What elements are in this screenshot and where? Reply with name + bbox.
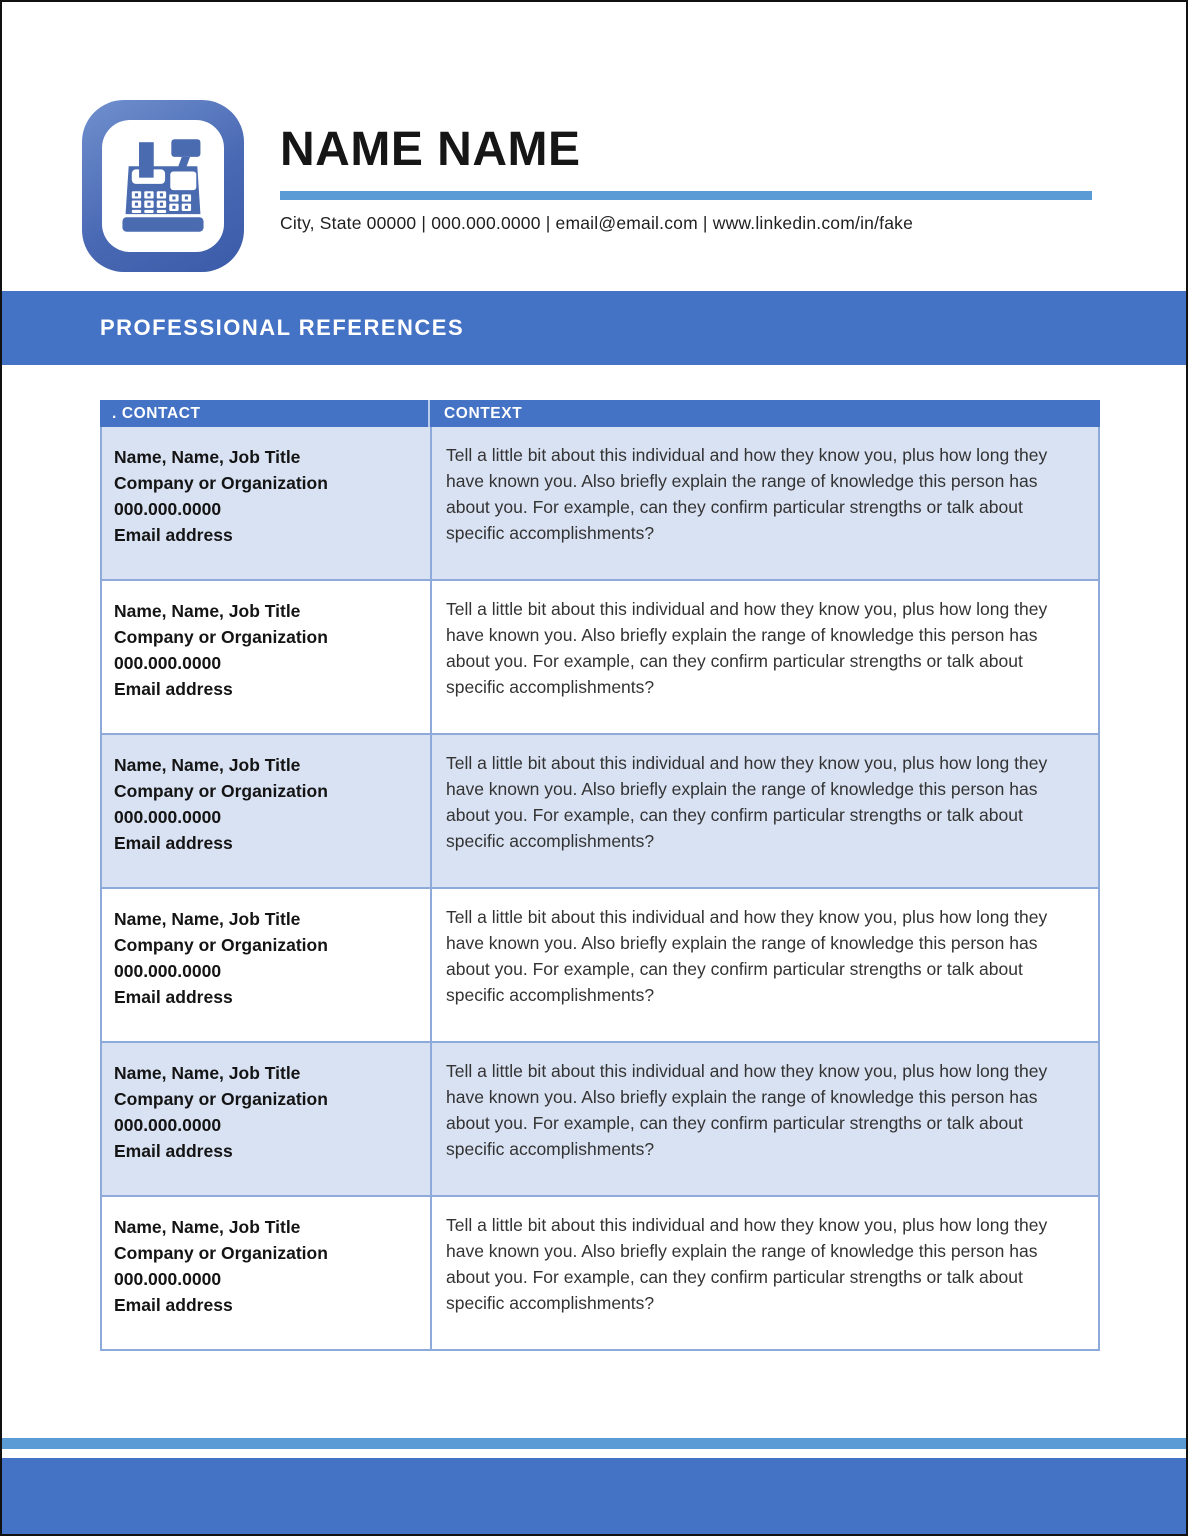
contact-phone: 000.000.0000 <box>114 807 222 827</box>
footer-band <box>2 1458 1186 1534</box>
section-banner <box>2 291 1186 365</box>
contact-phone: 000.000.0000 <box>114 1115 222 1135</box>
contact-email: Email address <box>114 1141 233 1161</box>
contact-company: Company or Organization <box>114 627 328 647</box>
section-title: PROFESSIONAL REFERENCES <box>100 315 465 340</box>
table-row <box>102 1043 1098 1197</box>
contact-cell <box>102 427 432 579</box>
context-text: Tell a little bit about this individual and how they know you, plus how long they have known you. Also briefly explain the range of knowledge this person has about you. For example, can they confirm particular strengths or talk about specific accomplishments? <box>446 1215 1048 1313</box>
contact-cell <box>102 1197 432 1349</box>
contact-company: Company or Organization <box>114 473 328 493</box>
context-text: Tell a little bit about this individual and how they know you, plus how long they have known you. Also briefly explain the range of knowledge this person has about you. For example, can they confirm particular strengths or talk about specific accomplishments? <box>446 1061 1048 1159</box>
contact-cell <box>102 735 432 887</box>
context-cell <box>432 427 1098 579</box>
contact-email: Email address <box>114 1295 233 1315</box>
table-row <box>102 889 1098 1043</box>
contact-name: Name, Name, Job Title <box>114 1063 301 1083</box>
contact-company: Company or Organization <box>114 781 328 801</box>
contact-cell <box>102 889 432 1041</box>
context-text: Tell a little bit about this individual and how they know you, plus how long they have known you. Also briefly explain the range of knowledge this person has about you. For example, can they confirm particular strengths or talk about specific accomplishments? <box>446 907 1048 1005</box>
contact-email: Email address <box>114 679 233 699</box>
contact-company: Company or Organization <box>114 1243 328 1263</box>
contact-cell <box>102 1043 432 1195</box>
contact-phone: 000.000.0000 <box>114 1269 222 1289</box>
context-text: Tell a little bit about this individual and how they know you, plus how long they have known you. Also briefly explain the range of knowledge this person has about you. For example, can they confirm particular strengths or talk about specific accomplishments? <box>446 445 1048 543</box>
contact-name: Name, Name, Job Title <box>114 755 301 775</box>
table-row <box>102 427 1098 581</box>
contact-cell <box>102 581 432 733</box>
contact-email: Email address <box>114 525 233 545</box>
context-cell <box>432 735 1098 887</box>
context-text: Tell a little bit about this individual and how they know you, plus how long they have known you. Also briefly explain the range of knowledge this person has about you. For example, can they confirm particular strengths or talk about specific accomplishments? <box>446 753 1048 851</box>
column-header-context: CONTEXT <box>444 405 523 422</box>
contact-name: Name, Name, Job Title <box>114 601 301 621</box>
contact-email: Email address <box>114 987 233 1007</box>
context-cell <box>432 1197 1098 1349</box>
table-row <box>102 581 1098 735</box>
context-cell <box>432 1043 1098 1195</box>
references-table <box>100 400 1100 1351</box>
contact-phone: 000.000.0000 <box>114 653 222 673</box>
contact-name: Name, Name, Job Title <box>114 1217 301 1237</box>
table-row <box>102 1197 1098 1351</box>
cash-register-glyph <box>111 134 215 238</box>
context-cell <box>432 581 1098 733</box>
context-text: Tell a little bit about this individual and how they know you, plus how long they have known you. Also briefly explain the range of knowledge this person has about you. For example, can they confirm particular strengths or talk about specific accomplishments? <box>446 599 1048 697</box>
contact-company: Company or Organization <box>114 1089 328 1109</box>
contact-company: Company or Organization <box>114 935 328 955</box>
table-header-row <box>100 400 1100 427</box>
column-header-contact: . CONTACT <box>100 400 430 427</box>
contact-email: Email address <box>114 833 233 853</box>
contact-phone: 000.000.0000 <box>114 499 222 519</box>
title-underline <box>280 191 1092 200</box>
contact-name: Name, Name, Job Title <box>114 909 301 929</box>
contact-phone: 000.000.0000 <box>114 961 222 981</box>
table-row <box>102 735 1098 889</box>
table-body <box>100 427 1100 1351</box>
cash-register-icon-inner <box>102 120 224 252</box>
page-title: NAME NAME <box>280 123 581 176</box>
footer-accent-stripe <box>2 1438 1186 1449</box>
context-cell <box>432 889 1098 1041</box>
contact-name: Name, Name, Job Title <box>114 447 301 467</box>
contact-info: City, State 00000 | 000.000.0000 | email@email.com | www.linkedin.com/in/fake <box>280 213 914 233</box>
cash-register-icon <box>82 100 244 272</box>
